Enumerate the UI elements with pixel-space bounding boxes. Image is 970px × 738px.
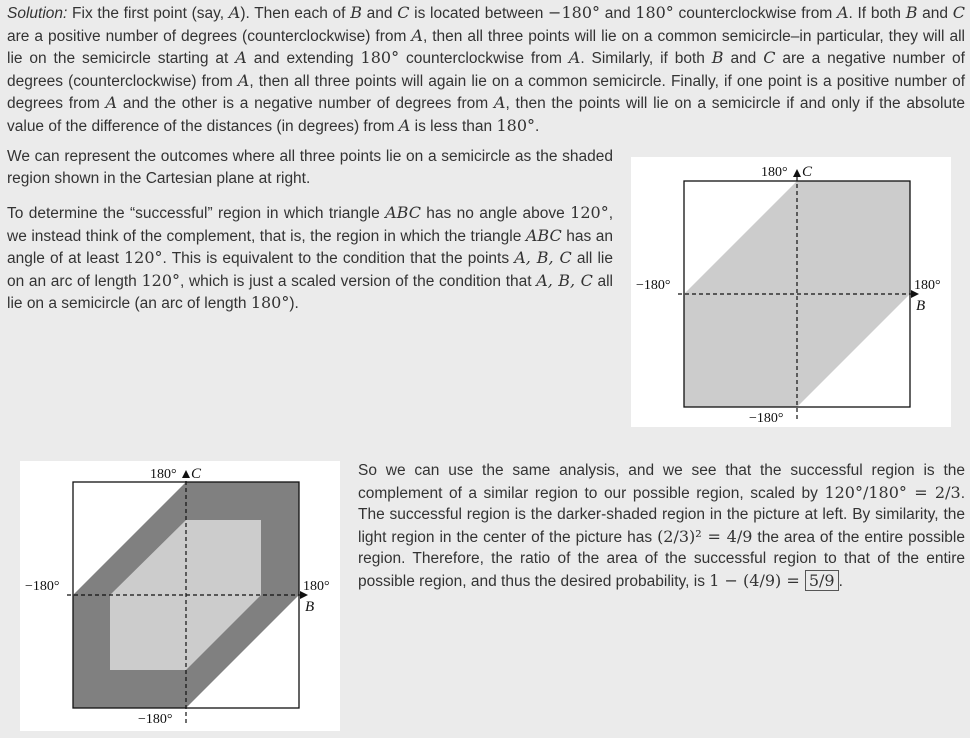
- semicircle-region-diagram: [631, 157, 951, 427]
- semicircle-region-figure: [631, 157, 951, 427]
- c-axis-arrow: [182, 470, 190, 478]
- c-axis-label: C: [191, 466, 202, 482]
- bottom-tick-label: −180°: [749, 411, 784, 426]
- answer-box: 5/9: [805, 570, 839, 591]
- solution-paragraph: Solution: Fix the first point (say, A). Then each of B and C is located between −180° and 180° counterclockwise from A. If both B and C are a positive number of degrees (counterclockwise) from A, then all three points will lie on a common semicircle–in particular, they will all lie on the semicircle starting at A and extending 180° counterclockwise from A. Similarly, if both B and C are a negative number of degrees (counterclockwise) from A, then all three points will again lie on a common semicircle. Finally, if one point is a positive number of degrees from A and the other is a negative number of degrees from A, then the points will lie on a semicircle if and only if the absolute value of the difference of the distances (in degrees) from A is less than 180°.: [7, 3, 965, 135]
- conclusion-paragraph: So we can use the same analysis, and we see that the successful region is the complement of a similar region to our possible region, scaled by 120°/180° = 2/3. The successful region is the darker-shaded region in the picture at left. By similarity, the light region in the center of the picture has (2/3)² = 4/9 the area of the entire possible region. Therefore, the ratio of the area of the successful region to that of the entire possible region, and thus the desired probability, is 1 − (4/9) = 5/9 .: [358, 462, 965, 590]
- successful-region-figure: [20, 461, 340, 731]
- right-tick-label: 180°: [303, 579, 330, 594]
- representation-paragraph: We can represent the outcomes where all three points lie on a semicircle as the shaded region shown in the Cartesian plane at right.: [7, 148, 613, 187]
- left-tick-label: −180°: [25, 579, 60, 594]
- solution-label: Solution:: [7, 5, 68, 22]
- top-tick-label: 180°: [761, 165, 788, 180]
- c-axis-label: C: [802, 164, 813, 180]
- right-tick-label: 180°: [914, 278, 941, 293]
- b-axis-label: B: [305, 599, 315, 615]
- c-axis-arrow: [793, 169, 801, 177]
- successful-region-diagram: [20, 461, 340, 731]
- b-axis-label: B: [916, 298, 926, 314]
- left-tick-label: −180°: [636, 278, 671, 293]
- top-tick-label: 180°: [150, 467, 177, 482]
- complement-paragraph: To determine the “successful” region in which triangle ABC has no angle above 120°, we instead think of the complement, that is, the region in which the triangle ABC has an angle of at least 120°. This is equivalent to the condition that the points A, B, C all lie on an arc of length 120°, which is just a scaled version of the condition that A, B, C all lie on a semicircle (an arc of length 180°).: [7, 203, 614, 312]
- bottom-tick-label: −180°: [138, 712, 173, 727]
